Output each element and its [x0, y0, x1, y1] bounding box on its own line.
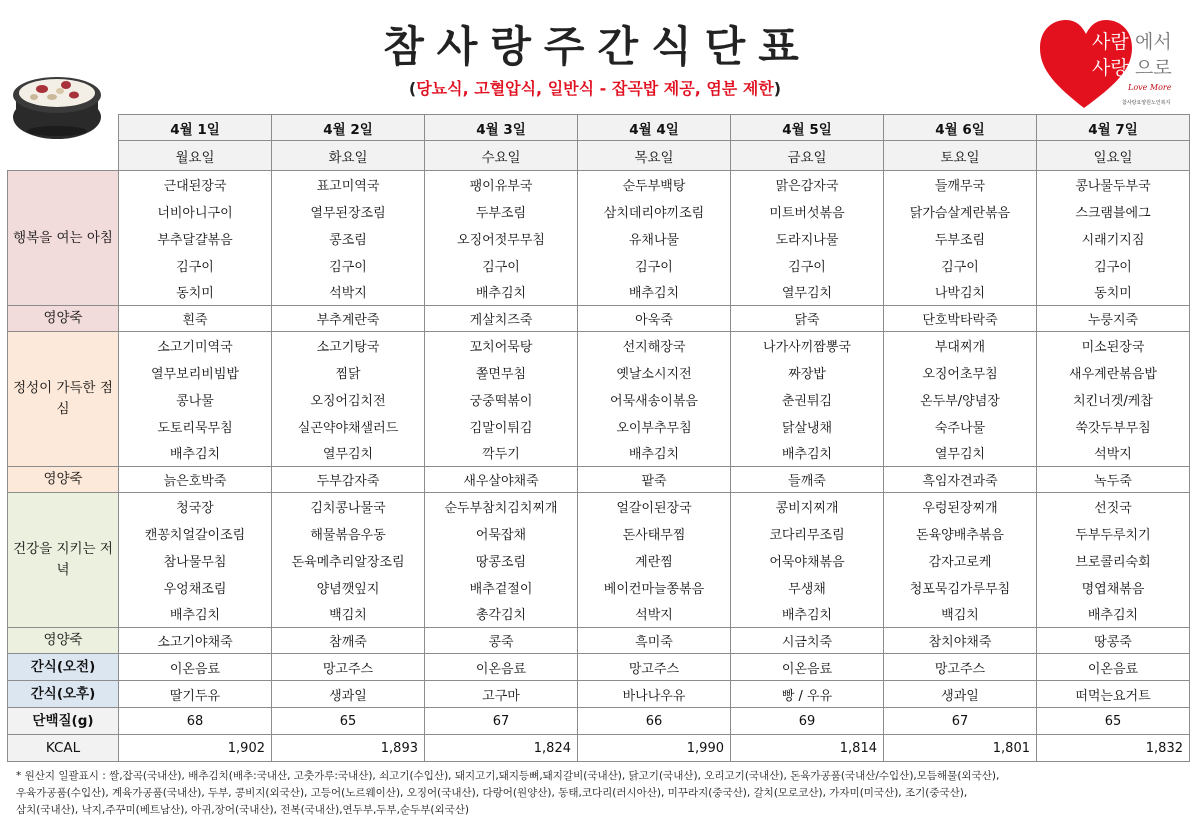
dinner-porridge-row-cell: 땅콩죽 [1037, 628, 1190, 654]
day-weekday: 목요일 [578, 141, 731, 171]
snack-pm-row-cell: 바나나우유 [578, 681, 731, 708]
dish-cell: 백김치 [272, 601, 425, 628]
dish-cell: 백김치 [884, 601, 1037, 628]
dish-row [8, 279, 1190, 306]
dish-row [8, 574, 1190, 601]
dish-cell: 석박지 [578, 601, 731, 628]
page-subtitle [385, 76, 805, 99]
dish-cell: 두부조림 [884, 225, 1037, 252]
dish-row [8, 547, 1190, 574]
breakfast-porridge-row-cell: 닭죽 [731, 306, 884, 332]
dish-cell: 해물볶음우동 [272, 520, 425, 547]
dish-cell: 근대된장국 [119, 171, 272, 198]
dish-row [8, 252, 1190, 279]
snack-pm-row-cell: 생과일 [272, 681, 425, 708]
kcal-row-cell: 1,832 [1037, 735, 1190, 762]
dish-cell: 춘권튀김 [731, 386, 884, 413]
dish-cell: 짜장밥 [731, 359, 884, 386]
dish-cell: 깍두기 [425, 440, 578, 467]
dish-row [8, 440, 1190, 467]
dish-cell: 김말이튀김 [425, 413, 578, 440]
breakfast-porridge-row-cell: 부추계란죽 [272, 306, 425, 332]
dish-cell: 베이컨마늘쫑볶음 [578, 574, 731, 601]
day-date: 4월 2일 [272, 115, 425, 141]
kcal-row-cell: 1,990 [578, 735, 731, 762]
dish-cell: 쑥갓두부무침 [1037, 413, 1190, 440]
row-label-kcal: KCAL [8, 735, 119, 762]
day-weekday: 토요일 [884, 141, 1037, 171]
header [0, 0, 1194, 112]
protein-row-cell: 67 [884, 708, 1037, 735]
dish-cell: 감자고로케 [884, 547, 1037, 574]
lunch-porridge-row-cell: 흑임자견과죽 [884, 467, 1037, 493]
dish-cell: 무생채 [731, 574, 884, 601]
logo-slogan: Love More [1128, 83, 1172, 92]
dish-row [8, 386, 1190, 413]
dish-cell: 돈육메추리알장조림 [272, 547, 425, 574]
kcal-row-cell: 1,893 [272, 735, 425, 762]
subtitle-open-paren: ( [408, 79, 417, 98]
dish-cell: 김구이 [578, 252, 731, 279]
logo-line2-b: 으로 [1135, 57, 1172, 79]
snack-pm-row-cell: 딸기두유 [119, 681, 272, 708]
dish-cell: 온두부/양념장 [884, 386, 1037, 413]
meal-label-breakfast: 행복을 여는 아침 [8, 171, 119, 306]
dish-row [8, 359, 1190, 386]
dish-cell: 김구이 [272, 252, 425, 279]
snack-pm-row-cell: 고구마 [425, 681, 578, 708]
dish-cell: 어묵야채볶음 [731, 547, 884, 574]
logo-line2-a: 사랑 [1092, 57, 1129, 79]
day-weekday: 일요일 [1037, 141, 1190, 171]
dish-cell: 오이부추무침 [578, 413, 731, 440]
day-weekday: 월요일 [119, 141, 272, 171]
snack-am-row-cell: 망고주스 [272, 654, 425, 681]
dinner-porridge-row-cell: 시금치죽 [731, 628, 884, 654]
dinner-porridge-row-cell: 소고기야채죽 [119, 628, 272, 654]
dish-row [8, 413, 1190, 440]
row-label-snack_pm: 간식(오후) [8, 681, 119, 708]
breakfast-porridge-row [8, 306, 1190, 332]
dish-cell: 열무된장조림 [272, 198, 425, 225]
dish-cell: 궁중떡볶이 [425, 386, 578, 413]
dish-row [8, 332, 1190, 359]
dish-cell: 배추김치 [119, 440, 272, 467]
day-date: 4월 6일 [884, 115, 1037, 141]
dish-cell: 청국장 [119, 493, 272, 520]
dish-cell: 스크램블에그 [1037, 198, 1190, 225]
row-label-porridge: 영양죽 [8, 306, 119, 332]
kcal-row-cell: 1,902 [119, 735, 272, 762]
snack-am-row-cell: 망고주스 [884, 654, 1037, 681]
dinner-porridge-row-cell: 콩죽 [425, 628, 578, 654]
dish-cell: 도토리묵무침 [119, 413, 272, 440]
dish-cell: 배추김치 [731, 601, 884, 628]
kcal-row-cell: 1,801 [884, 735, 1037, 762]
snack-am-row-cell: 이온음료 [1037, 654, 1190, 681]
snack-pm-row-cell: 생과일 [884, 681, 1037, 708]
snack-pm-row-cell: 떠먹는요거트 [1037, 681, 1190, 708]
page-title: 참사랑주간식단표 [383, 22, 812, 71]
footnote-line: * 원산지 일괄표시 : 쌀,잡곡(국내산), 배추김치(배추:국내산, 고춧가루:국내산), 쇠고기(수입산), 돼지고기,돼지등뼈,돼지갈비(국내산), 닭고기(국내산), 오리고기(국내산), 돈육가공품(국내산/수입산),모듬해물(외국산), [16, 770, 1000, 782]
dinner-porridge-row-cell: 참깨죽 [272, 628, 425, 654]
dish-cell: 김구이 [119, 252, 272, 279]
protein-row-cell: 66 [578, 708, 731, 735]
protein-row-cell: 69 [731, 708, 884, 735]
lunch-porridge-row-cell: 녹두죽 [1037, 467, 1190, 493]
dish-cell: 부대찌개 [884, 332, 1037, 359]
day-date: 4월 3일 [425, 115, 578, 141]
dish-cell: 두부조림 [425, 198, 578, 225]
breakfast-porridge-row-cell: 흰죽 [119, 306, 272, 332]
lunch-porridge-row [8, 467, 1190, 493]
dish-cell: 유채나물 [578, 225, 731, 252]
day-weekday: 수요일 [425, 141, 578, 171]
dish-cell: 들깨무국 [884, 171, 1037, 198]
dish-cell: 오징어젓무무침 [425, 225, 578, 252]
row-label-porridge: 영양죽 [8, 467, 119, 493]
dish-cell: 선지해장국 [578, 332, 731, 359]
dish-cell: 팽이유부국 [425, 171, 578, 198]
dish-cell: 청포묵김가루무침 [884, 574, 1037, 601]
dish-cell: 김구이 [731, 252, 884, 279]
dish-cell: 열무김치 [272, 440, 425, 467]
weekly-menu-table [7, 114, 1190, 762]
dish-cell: 쫄면무침 [425, 359, 578, 386]
kcal-row-cell: 1,814 [731, 735, 884, 762]
dish-cell: 참나물무침 [119, 547, 272, 574]
dish-cell: 열무김치 [731, 279, 884, 306]
protein-row [8, 708, 1190, 735]
dish-cell: 동치미 [1037, 279, 1190, 306]
dish-cell: 명엽채볶음 [1037, 574, 1190, 601]
dish-row [8, 171, 1190, 198]
dish-cell: 계란찜 [578, 547, 731, 574]
dinner-porridge-row [8, 628, 1190, 654]
dish-cell: 너비아니구이 [119, 198, 272, 225]
subtitle-diet-types: 당뇨식, 고혈압식, 일반식 - 잡곡밥 제공, 염분 제한 [416, 79, 774, 98]
dish-cell: 석박지 [272, 279, 425, 306]
snack-am-row-cell: 이온음료 [425, 654, 578, 681]
dish-cell: 오징어초무침 [884, 359, 1037, 386]
dish-cell: 총각김치 [425, 601, 578, 628]
dish-cell: 캔꽁치얼갈이조림 [119, 520, 272, 547]
dish-cell: 김치콩나물국 [272, 493, 425, 520]
snack-pm-row [8, 681, 1190, 708]
dish-row [8, 520, 1190, 547]
origin-footnote [16, 768, 1186, 819]
footnote-line: 우육가공품(수입산), 계육가공품(국내산), 두부, 콩비지(외국산), 고등어(노르웨이산), 오징어(국내산), 다랑어(원양산), 동태,코다리(러시아산), 미꾸라지(중국산), 갈치(모로코산), 가자미(미국산), 조기(중국산), [16, 787, 968, 799]
dish-cell: 두부두루치기 [1037, 520, 1190, 547]
dish-cell: 콩나물 [119, 386, 272, 413]
dish-cell: 김구이 [425, 252, 578, 279]
dish-cell: 김구이 [884, 252, 1037, 279]
row-label-snack_am: 간식(오전) [8, 654, 119, 681]
dish-cell: 시래기지짐 [1037, 225, 1190, 252]
dish-cell: 우엉채조림 [119, 574, 272, 601]
snack-am-row [8, 654, 1190, 681]
dish-cell: 우렁된장찌개 [884, 493, 1037, 520]
dish-cell: 얼갈이된장국 [578, 493, 731, 520]
dish-cell: 코다리무조림 [731, 520, 884, 547]
dish-cell: 열무보리비빔밥 [119, 359, 272, 386]
kcal-row [8, 735, 1190, 762]
dish-row [8, 198, 1190, 225]
snack-pm-row-cell: 빵 / 우유 [731, 681, 884, 708]
snack-am-row-cell: 이온음료 [119, 654, 272, 681]
dish-cell: 석박지 [1037, 440, 1190, 467]
dish-cell: 김구이 [1037, 252, 1190, 279]
logo-line1-b: 에서 [1135, 31, 1172, 53]
breakfast-porridge-row-cell: 아욱죽 [578, 306, 731, 332]
breakfast-porridge-row-cell: 누룽지죽 [1037, 306, 1190, 332]
dish-cell: 돈사태무찜 [578, 520, 731, 547]
dish-cell: 꼬치어묵탕 [425, 332, 578, 359]
row-label-porridge: 영양죽 [8, 628, 119, 654]
dish-cell: 나가사끼짬뽕국 [731, 332, 884, 359]
dish-cell: 양념깻잎지 [272, 574, 425, 601]
day-weekday: 금요일 [731, 141, 884, 171]
dish-cell: 표고미역국 [272, 171, 425, 198]
dish-cell: 배추김치 [425, 279, 578, 306]
dish-cell: 배추김치 [731, 440, 884, 467]
heart-logo [1036, 14, 1186, 110]
corner-cell [8, 115, 119, 171]
logo-org: 참사랑요양원노인복지 [1122, 100, 1171, 106]
dish-cell: 숙주나물 [884, 413, 1037, 440]
dish-cell: 열무김치 [884, 440, 1037, 467]
dish-cell: 맑은감자국 [731, 171, 884, 198]
header-weekday-row [8, 141, 1190, 171]
logo-line1-a: 사람 [1092, 31, 1129, 53]
dish-cell: 치킨너겟/케찹 [1037, 386, 1190, 413]
dish-cell: 배추김치 [578, 279, 731, 306]
dish-cell: 콩조림 [272, 225, 425, 252]
dish-cell: 찜닭 [272, 359, 425, 386]
day-date: 4월 7일 [1037, 115, 1190, 141]
snack-am-row-cell: 이온음료 [731, 654, 884, 681]
dish-cell: 돈육양배추볶음 [884, 520, 1037, 547]
lunch-porridge-row-cell: 두부감자죽 [272, 467, 425, 493]
dish-row [8, 493, 1190, 520]
dish-cell: 미트버섯볶음 [731, 198, 884, 225]
dish-cell: 배추김치 [578, 440, 731, 467]
dish-cell: 어묵잡채 [425, 520, 578, 547]
dish-cell: 선짓국 [1037, 493, 1190, 520]
lunch-porridge-row-cell: 새우살야채죽 [425, 467, 578, 493]
dish-cell: 콩나물두부국 [1037, 171, 1190, 198]
dish-row [8, 601, 1190, 628]
protein-row-cell: 65 [272, 708, 425, 735]
footnote-line: 삼치(국내산), 낙지,주꾸미(베트남산), 아귀,장어(국내산), 전복(국내산),연두부,두부,순두부(외국산) [16, 804, 469, 816]
breakfast-porridge-row-cell: 단호박타락죽 [884, 306, 1037, 332]
dish-row [8, 225, 1190, 252]
dish-cell: 실곤약야채샐러드 [272, 413, 425, 440]
protein-row-cell: 65 [1037, 708, 1190, 735]
dish-cell: 배추겉절이 [425, 574, 578, 601]
lunch-porridge-row-cell: 늙은호박죽 [119, 467, 272, 493]
day-date: 4월 5일 [731, 115, 884, 141]
lunch-porridge-row-cell: 들깨죽 [731, 467, 884, 493]
dish-cell: 콩비지찌개 [731, 493, 884, 520]
meal-label-lunch: 정성이 가득한 점심 [8, 332, 119, 467]
dish-cell: 오징어김치전 [272, 386, 425, 413]
dish-cell: 배추김치 [119, 601, 272, 628]
snack-am-row-cell: 망고주스 [578, 654, 731, 681]
dish-cell: 새우계란볶음밥 [1037, 359, 1190, 386]
subtitle-close-paren: ) [773, 79, 782, 98]
lunch-porridge-row-cell: 팥죽 [578, 467, 731, 493]
day-date: 4월 4일 [578, 115, 731, 141]
dish-cell: 땅콩조림 [425, 547, 578, 574]
dish-cell: 닭살냉채 [731, 413, 884, 440]
header-date-row [8, 115, 1190, 141]
dish-cell: 동치미 [119, 279, 272, 306]
row-label-protein: 단백질(g) [8, 708, 119, 735]
dish-cell: 삼치데리야끼조림 [578, 198, 731, 225]
dish-cell: 브로콜리숙회 [1037, 547, 1190, 574]
protein-row-cell: 68 [119, 708, 272, 735]
meal-label-dinner: 건강을 지키는 저녁 [8, 493, 119, 628]
dish-cell: 순두부참치김치찌개 [425, 493, 578, 520]
dish-cell: 배추김치 [1037, 601, 1190, 628]
dinner-porridge-row-cell: 참치야채죽 [884, 628, 1037, 654]
dish-cell: 부추달걀볶음 [119, 225, 272, 252]
dinner-porridge-row-cell: 흑미죽 [578, 628, 731, 654]
day-weekday: 화요일 [272, 141, 425, 171]
dish-cell: 미소된장국 [1037, 332, 1190, 359]
breakfast-porridge-row-cell: 게살치즈죽 [425, 306, 578, 332]
dish-cell: 나박김치 [884, 279, 1037, 306]
dish-cell: 소고기탕국 [272, 332, 425, 359]
day-date: 4월 1일 [119, 115, 272, 141]
dish-cell: 도라지나물 [731, 225, 884, 252]
protein-row-cell: 67 [425, 708, 578, 735]
dish-cell: 닭가슴살계란볶음 [884, 198, 1037, 225]
dish-cell: 어묵새송이볶음 [578, 386, 731, 413]
dish-cell: 옛날소시지전 [578, 359, 731, 386]
kcal-row-cell: 1,824 [425, 735, 578, 762]
dish-cell: 소고기미역국 [119, 332, 272, 359]
dish-cell: 순두부백탕 [578, 171, 731, 198]
